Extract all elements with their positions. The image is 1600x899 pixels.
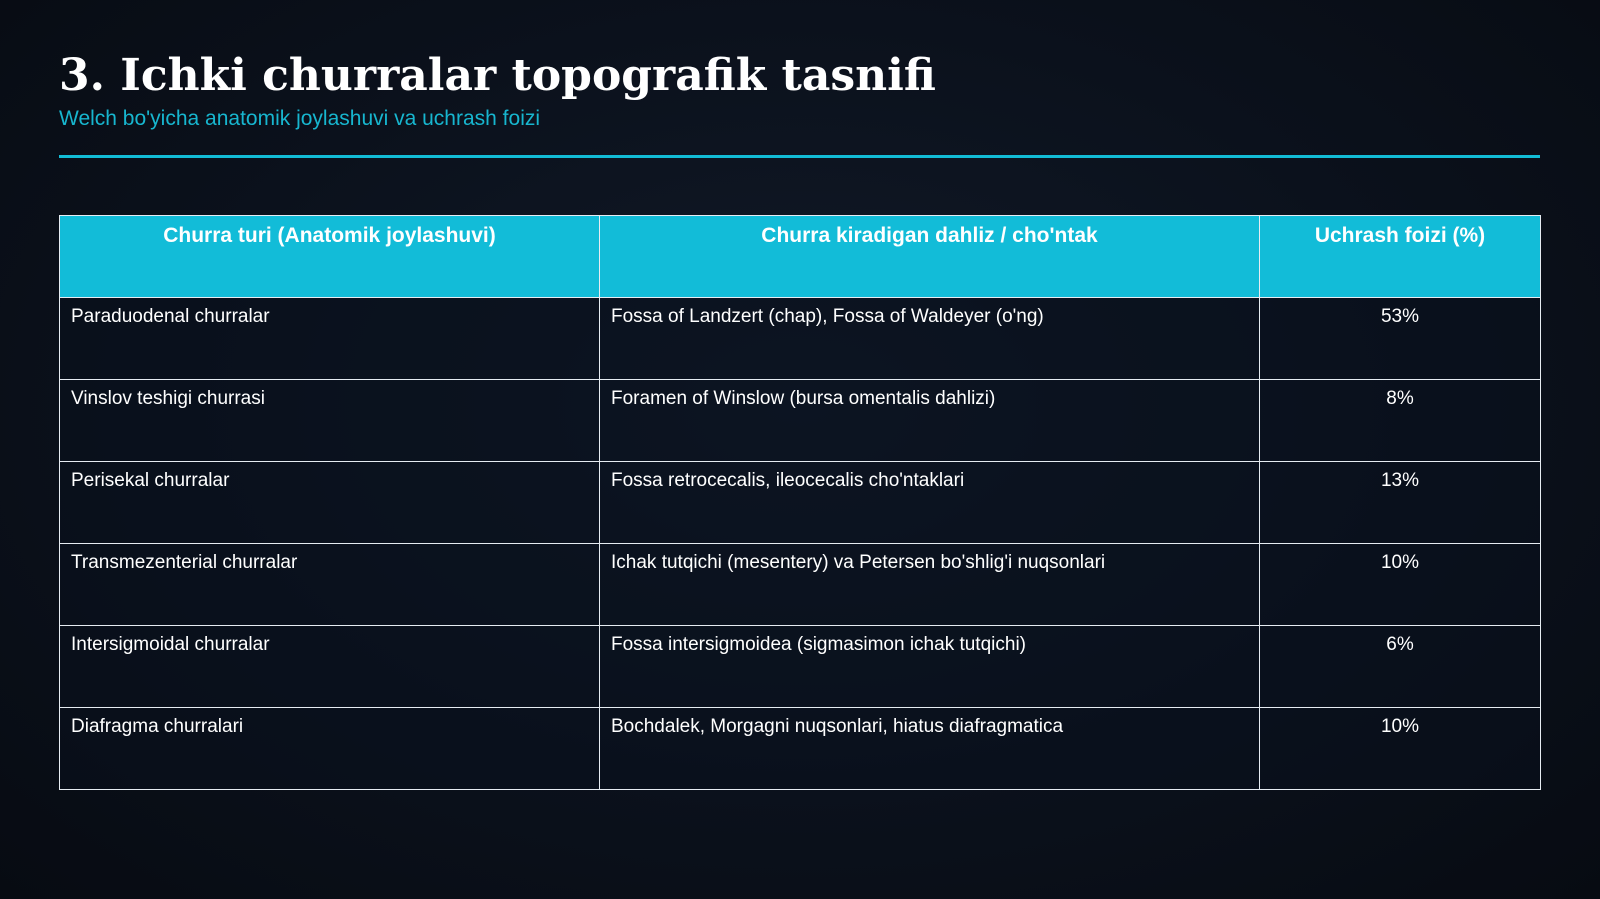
table-row bbox=[60, 462, 1541, 544]
cell-frequency: 53% bbox=[1260, 298, 1541, 380]
cell-frequency: 8% bbox=[1260, 380, 1541, 462]
cell-pocket: Ichak tutqichi (mesentery) va Petersen bo'shlig'i nuqsonlari bbox=[600, 544, 1260, 626]
cell-pocket: Foramen of Winslow (bursa omentalis dahlizi) bbox=[600, 380, 1260, 462]
column-header-type: Churra turi (Anatomik joylashuvi) bbox=[60, 216, 600, 298]
table-header-row bbox=[60, 216, 1541, 298]
cell-hernia-type: Transmezenterial churralar bbox=[60, 544, 600, 626]
cell-hernia-type: Paraduodenal churralar bbox=[60, 298, 600, 380]
page-title: 3. Ichki churralar topografik tasnifi bbox=[59, 50, 936, 101]
column-header-frequency: Uchrash foizi (%) bbox=[1260, 216, 1541, 298]
cell-hernia-type: Intersigmoidal churralar bbox=[60, 626, 600, 708]
cell-hernia-type: Vinslov teshigi churrasi bbox=[60, 380, 600, 462]
column-header-pocket: Churra kiradigan dahliz / cho'ntak bbox=[600, 216, 1260, 298]
cell-frequency: 6% bbox=[1260, 626, 1541, 708]
cell-frequency: 10% bbox=[1260, 708, 1541, 790]
cell-hernia-type: Diafragma churralari bbox=[60, 708, 600, 790]
cell-pocket: Fossa retrocecalis, ileocecalis cho'ntaklari bbox=[600, 462, 1260, 544]
hernia-table-container bbox=[59, 215, 1540, 790]
cell-pocket: Bochdalek, Morgagni nuqsonlari, hiatus diafragmatica bbox=[600, 708, 1260, 790]
title-divider bbox=[59, 155, 1540, 158]
cell-frequency: 10% bbox=[1260, 544, 1541, 626]
cell-frequency: 13% bbox=[1260, 462, 1541, 544]
table-row bbox=[60, 708, 1541, 790]
cell-hernia-type: Perisekal churralar bbox=[60, 462, 600, 544]
cell-pocket: Fossa intersigmoidea (sigmasimon ichak tutqichi) bbox=[600, 626, 1260, 708]
table-row bbox=[60, 544, 1541, 626]
hernia-classification-table bbox=[59, 215, 1541, 790]
table-row bbox=[60, 380, 1541, 462]
page-subtitle: Welch bo'yicha anatomik joylashuvi va uchrash foizi bbox=[59, 107, 541, 130]
cell-pocket: Fossa of Landzert (chap), Fossa of Waldeyer (o'ng) bbox=[600, 298, 1260, 380]
table-row bbox=[60, 626, 1541, 708]
table-row bbox=[60, 298, 1541, 380]
